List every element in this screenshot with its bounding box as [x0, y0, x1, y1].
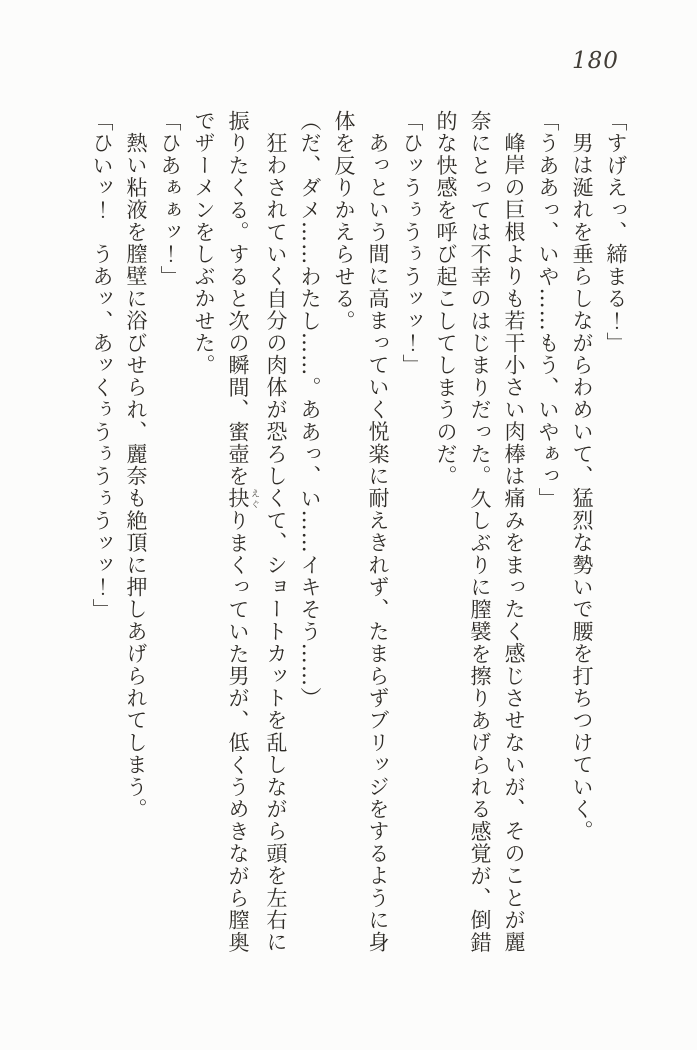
text-line: 狂わされていく自分の肉体が恐ろしくて、ショートカットを乱しながら頭を左右に	[264, 132, 288, 954]
text-line: 「すげえっ、締まる！」	[604, 110, 628, 355]
text-line: 奈にとっては不幸のはじまりだった。久しぶりに膣襞を擦りあげられる感覚が、倒錯	[468, 110, 492, 954]
body-text	[87, 110, 633, 972]
text-line: あっという間に高まっていく悦楽に耐えきれず、たまらずブリッジをするように身	[366, 132, 390, 954]
text-line: 振りたくる。すると次の瞬間、蜜壺を抉 えぐりまくっていた男が、低くうめきながら膣奥	[226, 110, 259, 954]
text-line: 熱い粘液を膣壁に浴びせられ、麗奈も絶頂に押しあげられてしまう。	[124, 132, 148, 821]
text-line: 男は涎れを垂らしながらわめいて、猛烈な勢いで腰を打ちつけていく。	[570, 132, 594, 843]
text-line: （だ、ダメ……わたし……。ああっ、い……イキそう……）	[298, 110, 322, 710]
text-line: 的な快感を呼び起こしてしまうのだ。	[434, 110, 458, 488]
text-line: 峰岸の巨根よりも若干小さい肉棒は痛みをまったく感じさせないが、そのことが麗	[502, 132, 526, 954]
text-line: 「ひあぁぁッ！」	[158, 110, 182, 288]
text-line: 「ひいッ！ うあッ、あッくぅうぅうぅうッッ！」	[90, 110, 114, 621]
text-line: 「うああっ、いや……もう、いやぁっ」	[536, 110, 560, 510]
text-line: 「ひッうぅうぅうッッ！」	[400, 110, 424, 377]
page-number: 180	[572, 48, 619, 74]
text-line: でザーメンをしぶかせた。	[192, 110, 216, 377]
text-line: 体を反りかえらせる。	[332, 110, 356, 332]
